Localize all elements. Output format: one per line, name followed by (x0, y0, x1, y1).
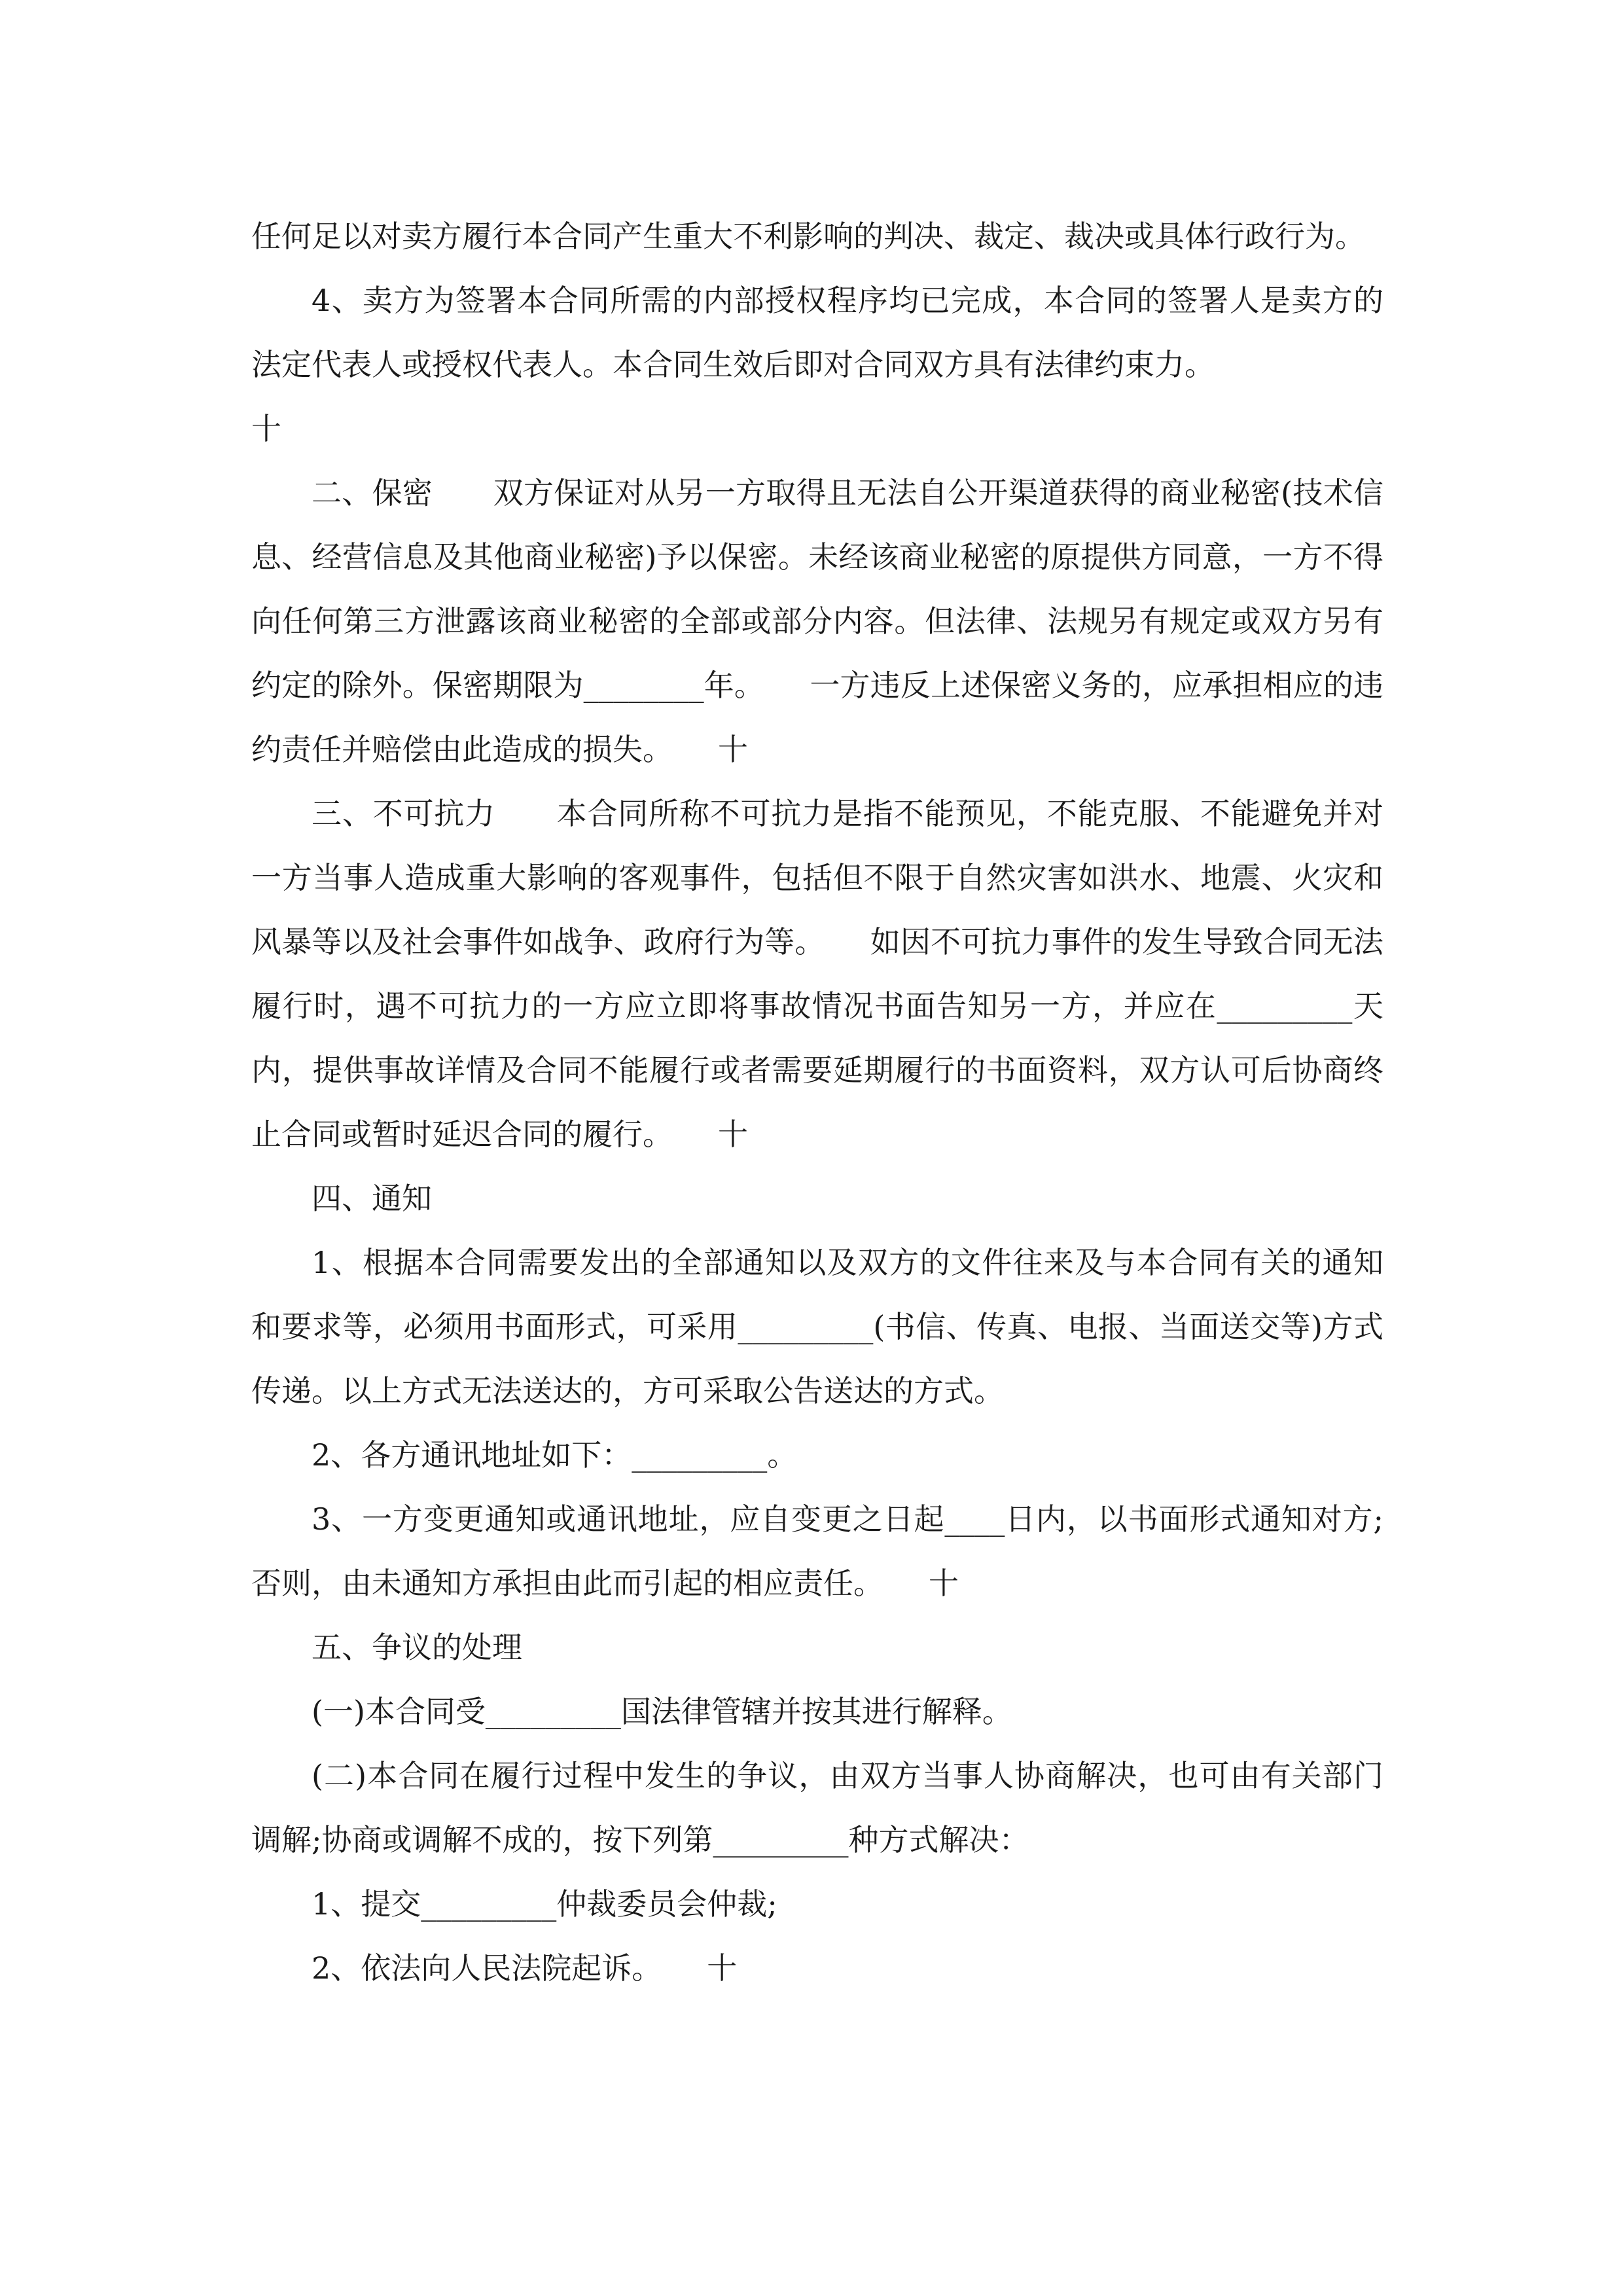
paragraph-clause-4: 4、卖方为签署本合同所需的内部授权程序均已完成，本合同的签署人是卖方的法定代表人或授权代表人。本合同生效后即对合同双方具有法律约束力。 (251, 283, 1383, 382)
heading-notice: 四、通知 (312, 1181, 432, 1216)
paragraph-dispute-option-1: 1、提交_________仲裁委员会仲裁; (312, 1886, 777, 1922)
paragraph-intro-continuation: 任何足以对卖方履行本合同产生重大不利影响的判决、裁定、裁决或具体行政行为。 (251, 219, 1365, 254)
paragraph-dispute-2: (二)本合同在履行过程中发生的争议，由双方当事人协商解决，也可由有关部门调解;协商或调解不成的，按下列第_________种方式解决： (251, 1758, 1383, 1857)
paragraph-force-majeure: 三、不可抗力 本合同所称不可抗力是指不能预见，不能克服、不能避免并对一方当事人造成重大影响的客观事件，包括但不限于自然灾害如洪水、地震、火灾和风暴等以及社会事件如战争、政府行为等。 如因不可抗力事件的发生导致合同无法履行时，遇不可抗力的一方应立即将事故情况书面告知另一方，并应在_________天内，提供事故详情及合同不能履行或者需要延期履行的书面资料，双方认可后协商终止合同或暂时延迟合同的履行。 十 (251, 796, 1383, 1152)
heading-dispute: 五、争议的处理 (312, 1630, 522, 1665)
document-page (251, 204, 1383, 2000)
paragraph-dispute-1: (一)本合同受_________国法律管辖并按其进行解释。 (312, 1694, 1012, 1729)
paragraph-dispute-option-2: 2、依法向人民法院起诉。 十 (312, 1950, 738, 1986)
paragraph-notice-2: 2、各方通讯地址如下：_________。 (312, 1437, 798, 1473)
paragraph-notice-1: 1、根据本合同需要发出的全部通知以及双方的文件往来及与本合同有关的通知和要求等，必须用书面形式，可采用_________(书信、传真、电报、当面送交等)方式传递。以上方式无法送达的，方可采取公告送达的方式。 (251, 1245, 1383, 1408)
paragraph-confidentiality: 二、保密 双方保证对从另一方取得且无法自公开渠道获得的商业秘密(技术信息、经营信息及其他商业秘密)予以保密。未经该商业秘密的原提供方同意，一方不得向任何第三方泄露该商业秘密的全部或部分内容。但法律、法规另有规定或双方另有约定的除外。保密期限为________年。 一方违反上述保密义务的，应承担相应的违约责任并赔偿由此造成的损失。 十 (251, 475, 1383, 767)
separator-mark: 十 (251, 411, 281, 446)
paragraph-notice-3: 3、一方变更通知或通讯地址，应自变更之日起____日内，以书面形式通知对方;否则，由未通知方承担由此而引起的相应责任。 十 (251, 1501, 1383, 1601)
